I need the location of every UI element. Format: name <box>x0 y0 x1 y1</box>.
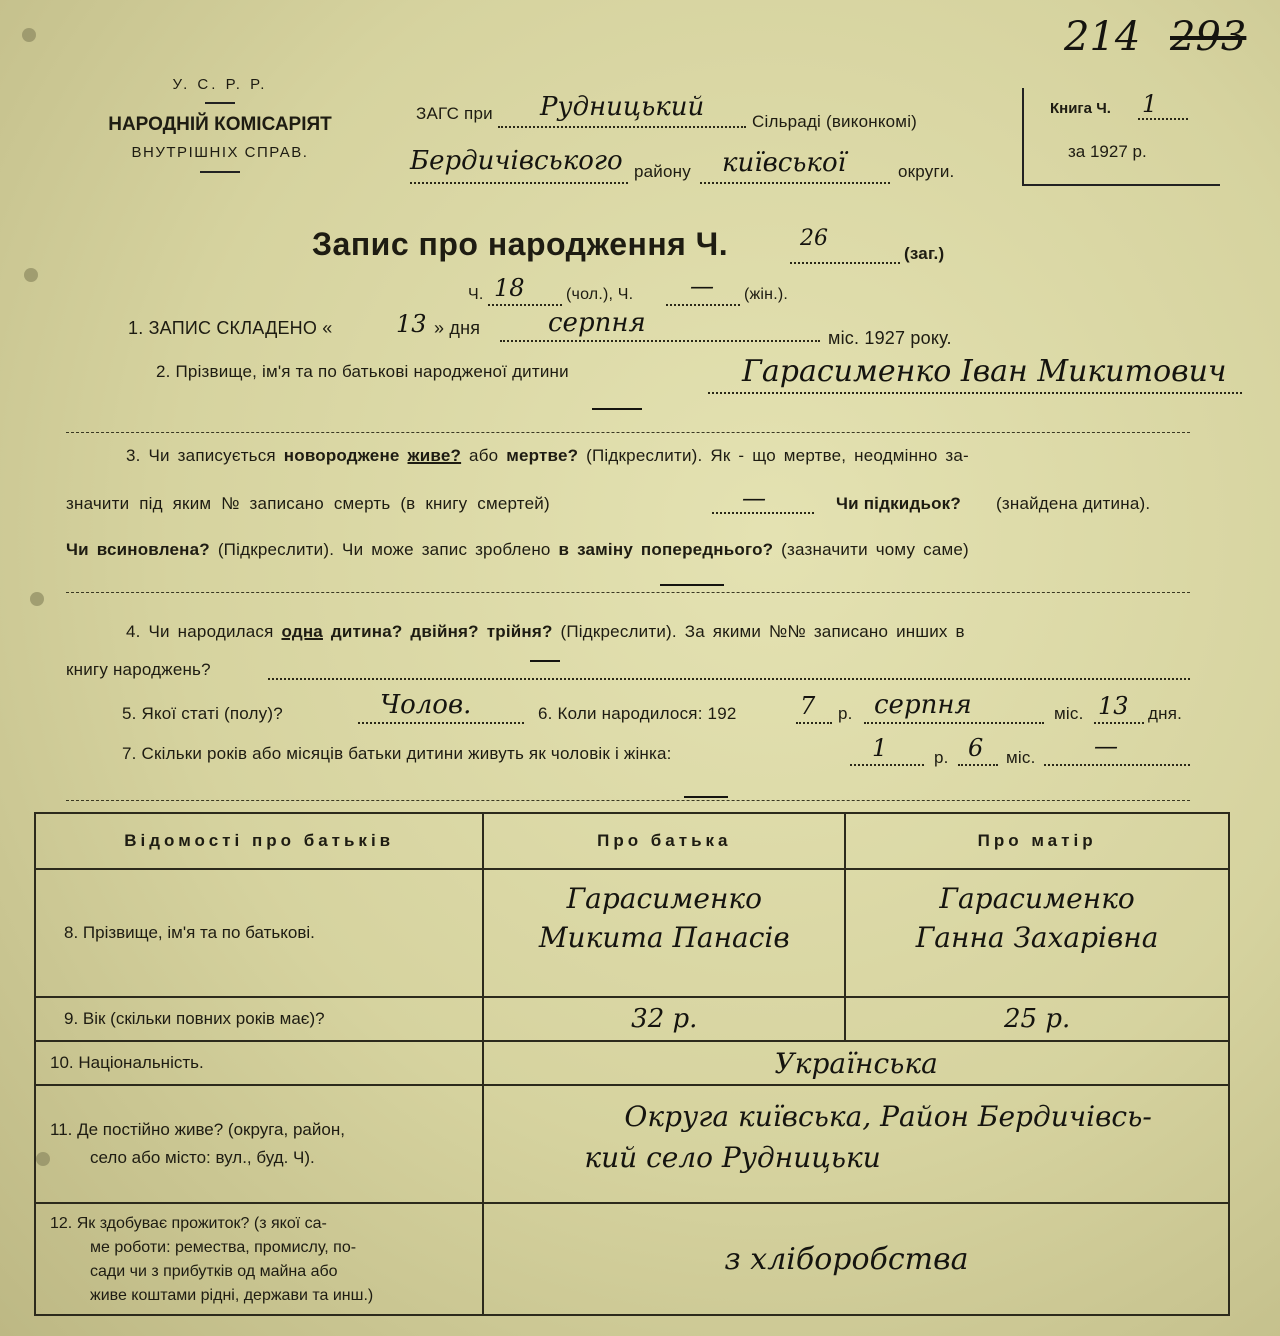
row10-label <box>35 1041 483 1085</box>
nationality-value: Українська <box>774 1046 938 1080</box>
commissariat-line2: ВНУТРІШНІХ СПРАВ. <box>131 144 309 161</box>
table-row <box>35 997 1229 1041</box>
fill-line <box>712 512 814 514</box>
item3-t1: Чи записується <box>148 446 276 465</box>
row10-both <box>483 1041 1229 1085</box>
father-name: Микита Панасів <box>538 921 790 954</box>
binder-hole <box>24 268 38 282</box>
table-row <box>35 1041 1229 1085</box>
row12-label <box>35 1203 483 1315</box>
fill-line <box>1138 118 1188 120</box>
row8-father <box>483 869 845 997</box>
zags-prefix: ЗАГС при <box>416 104 493 123</box>
table-row <box>35 1085 1229 1203</box>
fill-line <box>796 722 832 724</box>
item4-line2: книгу народжень? <box>66 660 211 679</box>
fill-line <box>410 182 628 184</box>
divider <box>205 102 235 104</box>
item3-num: 3. <box>126 446 141 465</box>
father-surname: Гарасименко <box>566 882 762 915</box>
row9-label <box>35 997 483 1041</box>
zags-village-value: Рудницький <box>540 92 705 122</box>
item7-r: р. <box>934 748 949 767</box>
parents-table <box>34 812 1230 1316</box>
item5-label: 5. Якої статі (полу)? <box>122 704 283 723</box>
row9-father <box>483 997 845 1041</box>
item1-day-suffix: » дня <box>434 318 481 338</box>
mark <box>660 584 724 586</box>
mark <box>592 408 642 410</box>
livelihood-value: з хліборобства <box>724 1241 969 1277</box>
table-row <box>35 869 1229 997</box>
header-mother: Про матір <box>845 813 1229 869</box>
row12-label-line1: 12. Як здобуває прожиток? (з якої са- <box>50 1215 327 1232</box>
item3-t5: мертве? <box>506 446 579 465</box>
row8-label <box>35 869 483 997</box>
header-father: Про батька <box>483 813 845 869</box>
row10-label-text: 10. Національність. <box>50 1053 204 1072</box>
row11-label <box>35 1085 483 1203</box>
father-age: 32 р. <box>631 1004 698 1034</box>
child-name: Гарасименко Іван Микитович <box>742 354 1227 389</box>
item4-t1: Чи народилася <box>148 622 274 641</box>
item3-line2c: (знайдена дитина). <box>996 494 1151 513</box>
birth-month: серпня <box>874 690 972 720</box>
book-box <box>1022 88 1220 186</box>
sex-value: Чолов. <box>380 690 472 720</box>
item4-line1 <box>126 622 965 642</box>
row11-both <box>483 1085 1229 1203</box>
district-label: району <box>634 162 691 181</box>
fill-line <box>958 764 998 766</box>
mother-name: Ганна Захарівна <box>915 921 1159 954</box>
fill-line <box>66 432 1190 433</box>
item3-t2: новороджене <box>283 446 400 465</box>
fill-line <box>708 392 1242 394</box>
mark <box>684 796 728 798</box>
zags-suffix: Сільраді (виконкомі) <box>752 112 918 131</box>
item6-mis: міс. <box>1054 704 1084 723</box>
residence-line1: Округа київська, Район Бердичівсь- <box>624 1100 1152 1133</box>
item3-line2a: значити під яким № записано смерть (в книгу смертей) <box>66 494 550 513</box>
fill-line <box>864 722 1044 724</box>
row12-label-line3: сади чи з прибутків од майна або <box>90 1263 338 1280</box>
binder-hole <box>30 592 44 606</box>
general-suffix: (заг.) <box>904 244 945 263</box>
okruga-label: округи. <box>898 162 955 181</box>
male-prefix: Ч. <box>468 286 484 303</box>
item6-r: р. <box>838 704 853 723</box>
item3-line2b: Чи підкидьок? <box>836 494 961 513</box>
birth-year-digit: 7 <box>800 692 816 720</box>
item3-line3c: в заміну попереднього? <box>558 540 774 559</box>
female-suffix: (жін.). <box>744 286 789 303</box>
row12-both <box>483 1203 1229 1315</box>
mark <box>530 660 560 662</box>
item3-line3b: (Підкреслити). Чи може запис зроблено <box>217 540 551 559</box>
table-row <box>35 1203 1229 1315</box>
female-number: — <box>690 272 714 300</box>
row9-mother <box>845 997 1229 1041</box>
item3-line3a: Чи всиновлена? <box>66 540 210 559</box>
years-together: 1 <box>872 734 888 762</box>
death-book-value: — <box>742 484 766 512</box>
row11-label-line1: 11. Де постійно живе? (округа, район, <box>50 1120 345 1139</box>
record-title: Запис про народження Ч. <box>312 226 729 262</box>
okruga-value: київської <box>722 148 846 178</box>
item3-t6: (Підкреслити). Як - що мертве, неодмінно за- <box>586 446 969 465</box>
divider <box>200 171 240 173</box>
fill-line <box>66 592 1190 593</box>
commissariat-line1: НАРОДНІЙ КОМІСАРІЯТ <box>108 114 332 135</box>
row8-label-text: 8. Прізвище, ім'я та по батькові. <box>64 923 315 942</box>
district-value: Бердичівського <box>410 146 623 176</box>
fill-line <box>1044 764 1190 766</box>
row12-label-line2: ме роботи: ремества, промислу, по- <box>90 1239 357 1256</box>
item2-label: 2. Прізвище, ім'я та по батькові народженої дитини <box>156 362 569 381</box>
mother-age: 25 р. <box>1003 1004 1071 1034</box>
item6-dnia: дня. <box>1148 704 1183 723</box>
item4-t5: трійня? <box>486 622 553 641</box>
birth-day: 13 <box>1098 692 1129 720</box>
months-together: 6 <box>968 734 984 762</box>
item4-t6: (Підкреслити). За якими №№ записано инших в <box>560 622 965 641</box>
fill-line <box>500 340 820 342</box>
fill-line <box>790 262 900 264</box>
issuer-header <box>60 76 380 173</box>
item4-t3: дитина? <box>330 622 403 641</box>
residence-line2: кий село Рудницьки <box>584 1141 881 1174</box>
fill-line <box>1094 722 1144 724</box>
fill-line <box>488 304 562 306</box>
fill-line <box>268 678 1190 680</box>
row8-mother <box>845 869 1229 997</box>
item3-line1 <box>126 446 969 466</box>
fill-line <box>358 722 524 724</box>
item4-t2: одна <box>281 622 323 641</box>
male-number: 18 <box>494 274 525 302</box>
item6-label: 6. Коли народилося: 192 <box>538 704 737 723</box>
item1-day: 13 <box>396 310 427 338</box>
archive-number: 214 <box>1064 14 1141 60</box>
book-value: 1 <box>1142 90 1158 118</box>
item7-mis: міс. <box>1006 748 1036 767</box>
item1-tail: міс. 1927 року. <box>828 328 952 348</box>
republic-label: У. С. Р. Р. <box>172 76 268 93</box>
binder-hole <box>22 28 36 42</box>
item1-label: 1. ЗАПИС СКЛАДЕНО « <box>128 318 333 338</box>
item3-t3: живе? <box>407 446 462 465</box>
male-suffix: (чол.), Ч. <box>566 286 634 303</box>
book-year: за 1927 р. <box>1068 142 1147 161</box>
fill-line <box>66 800 1190 801</box>
fill-line <box>498 126 746 128</box>
row12-label-line4: живе коштами рідні, держави та инш.) <box>90 1287 374 1304</box>
row11-label-line2: село або місто: вул., буд. Ч). <box>90 1148 315 1167</box>
item3-line3d: (зазначити чому саме) <box>781 540 969 559</box>
fill-line <box>700 182 890 184</box>
general-number: 26 <box>800 226 828 251</box>
archive-number-struck: 293 <box>1170 14 1247 60</box>
item3-t4: або <box>469 446 499 465</box>
item7-label: 7. Скільки років або місяців батьки дитини живуть як чоловік і жінка: <box>122 744 672 763</box>
item4-num: 4. <box>126 622 141 641</box>
book-label: Книга Ч. <box>1050 100 1111 117</box>
item3-line3 <box>66 540 969 560</box>
item7-extra: — <box>1094 732 1118 760</box>
mother-surname: Гарасименко <box>939 882 1135 915</box>
item1-month: серпня <box>548 308 646 338</box>
fill-line <box>666 304 740 306</box>
table-header-row <box>35 813 1229 869</box>
fill-line <box>850 764 924 766</box>
header-info: Відомості про батьків <box>35 813 483 869</box>
row9-label-text: 9. Вік (скільки повних років має)? <box>64 1009 325 1028</box>
item4-t4: двійня? <box>410 622 479 641</box>
